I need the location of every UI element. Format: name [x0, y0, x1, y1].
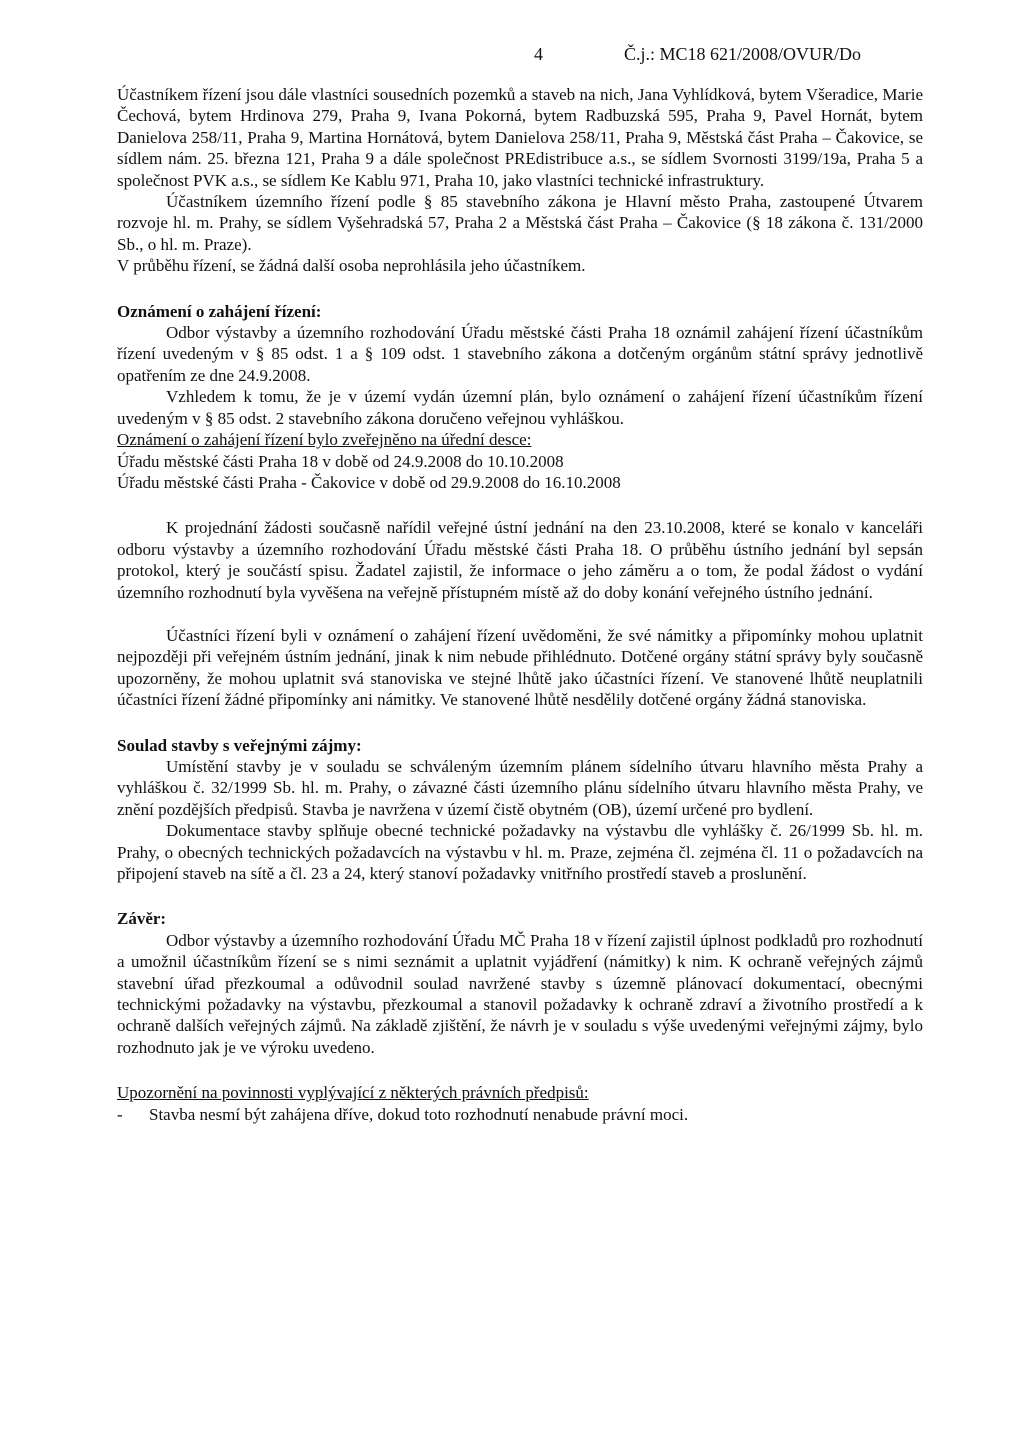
- spacer: [117, 1058, 923, 1082]
- legal-notice-heading: Upozornění na povinnosti vyplývající z některých právních předpisů:: [117, 1083, 589, 1103]
- list-item-text: Stavba nesmí být zahájena dříve, dokud toto rozhodnutí nenabude právní moci.: [149, 1104, 689, 1124]
- zoning-plan-paragraph: Umístění stavby je v souladu se schváleným územním plánem sídelního útvaru hlavního města Prahy a vyhláškou č. 32/1999 Sb. hl. m. Prahy, o závazné části územního plánu sídelního útvaru hlavního města Prahy, ve znění pozdějších předpisů. Stavba je navržena v území čistě obytném (OB), území určené pro bydlení.: [117, 756, 923, 819]
- list-item: [117, 1104, 923, 1125]
- spacer: [117, 603, 923, 625]
- technical-requirements-paragraph: Dokumentace stavby splňuje obecné technické požadavky na výstavbu dle vyhlášky č. 26/1999 Sb. hl. m. Prahy, o obecných technických požadavcích na výstavbu v hl. m. Praze, zejména čl. zejména čl. 11 o požadavcích na připojení staveb na sítě a čl. 23 a 24, který stanoví požadavky vnitřního prostředí staveb a proslunění.: [117, 821, 923, 883]
- page-number: 4: [534, 44, 543, 64]
- page-header: [0, 44, 1024, 68]
- spacer: [117, 277, 923, 301]
- list-dash: -: [117, 1104, 123, 1124]
- legal-notice-list: [117, 1104, 923, 1125]
- conclusion-heading: Závěr:: [117, 909, 167, 929]
- hearing-section: [117, 517, 923, 710]
- posted-heading: Oznámení o zahájení řízení bylo zveřejněno na úřední desce:: [117, 430, 532, 450]
- document-body: [117, 84, 923, 1125]
- posted-line: Úřadu městské části Praha - Čakovice v době od 29.9.2008 do 16.10.2008: [117, 472, 621, 492]
- notice-heading: Oznámení o zahájení řízení:: [117, 301, 322, 321]
- territorial-participants-paragraph: Účastníkem územního řízení podle § 85 stavebního zákona je Hlavní město Praha, zastoupené Útvarem rozvoje hl. m. Prahy, se sídlem Vyšehradská 57, Praha 2 a Městská část Praha – Čakovice (§ 18 zákona č. 131/2000 Sb., o hl. m. Praze).: [117, 192, 923, 254]
- public-interest-section: [117, 735, 923, 885]
- legal-notice-section: [117, 1082, 923, 1125]
- participants-paragraph: Účastníkem řízení jsou dále vlastníci sousedních pozemků a staveb na nich, Jana Vyhlídková, bytem Všeradice, Marie Čechová, bytem Hrdinova 279, Praha 9, Ivana Pokorná, bytem Radbuzská 595, Praha 9, Pavel Hornát, bytem Danielova 258/11, Praha 9, Martina Hornátová, bytem Danielova 258/11, Praha 9, Městská část Praha – Čakovice, se sídlem nám. 25. března 121, Praha 9 a dále společnost PREdistribuce a.s., se sídlem Svornosti 3199/19a, Praha 5 a společnost PVK a.s., se sídlem Ke Kablu 971, Praha 10, jako vlastníci technické infrastruktury.: [117, 85, 923, 190]
- notice-section: [117, 301, 923, 494]
- objections-paragraph: Účastníci řízení byli v oznámení o zahájení řízení uvědoměni, že své námitky a připomínky mohou uplatnit nejpozději při veřejném ústním jednání, jinak k nim nebude přihlédnuto. Dotčené orgány státní správy byly současně upozorněny, že mohou uplatnit svá stanoviska ve stejné lhůtě jako účastníci řízení. Ve stanovené lhůtě neuplatnili účastníci řízení žádné připomínky ani námitky. Ve stanovené lhůtě nesdělily dotčené orgány žádná stanoviska.: [117, 625, 923, 710]
- public-interest-heading: Soulad stavby s veřejnými zájmy:: [117, 735, 362, 755]
- public-decree-paragraph: Vzhledem k tomu, že je v území vydán územní plán, bylo oznámení o zahájení řízení účastníkům řízení uvedeným v § 85 odst. 2 stavebního zákona doručeno veřejnou vyhláškou.: [117, 387, 923, 428]
- no-other-participants-paragraph: V průběhu řízení, se žádná další osoba neprohlásila jeho účastníkem.: [117, 256, 586, 276]
- hearing-paragraph: K projednání žádosti současně nařídil veřejné ústní jednání na den 23.10.2008, které se konalo v kanceláři odboru výstavby a územního rozhodování Úřadu městské části Praha 18. O průběhu ústního jednání byl sepsán protokol, který je součástí spisu. Žadatel zajistil, že informace o jeho záměru a o tom, že podal žádost o vydání územního rozhodnutí byla vyvěšena na veřejně přístupném místě až do doby konání veřejného ústního jednání.: [117, 518, 923, 602]
- notice-paragraph: Odbor výstavby a územního rozhodování Úřadu městské části Praha 18 oznámil zahájení řízení účastníkům řízení uvedeným v § 85 odst. 1 a § 109 odst. 1 stavebního zákona a dotčeným orgánům státní správy jednotlivě opatřením ze dne 24.9.2008.: [117, 323, 923, 385]
- spacer: [117, 711, 923, 735]
- reference-number: Č.j.: MC18 621/2008/OVUR/Do: [624, 44, 862, 64]
- conclusion-paragraph: Odbor výstavby a územního rozhodování Úřadu MČ Praha 18 v řízení zajistil úplnost podkladů pro rozhodnutí a umožnil účastníkům řízení se s nimi seznámit a uplatnit vyjádření (námitky) k nim. K ochraně veřejných zájmů stavební úřad přezkoumal a odůvodnil soulad navržené stavby s územně plánovací dokumentací, obecnými technickými požadavky na výstavbu, přezkoumal a stanovil požadavky k ochraně zdraví a životního prostředí a k ochraně dalších veřejných zájmů. Na základě zjištění, že návrh je v souladu s výše uvedenými veřejnými zájmy, bylo rozhodnuto jak je ve výroku uvedeno.: [117, 930, 923, 1057]
- spacer: [117, 493, 923, 517]
- participants-section: [117, 84, 923, 277]
- spacer: [117, 884, 923, 908]
- posted-line: Úřadu městské části Praha 18 v době od 24.9.2008 do 10.10.2008: [117, 451, 564, 471]
- conclusion-section: [117, 908, 923, 1058]
